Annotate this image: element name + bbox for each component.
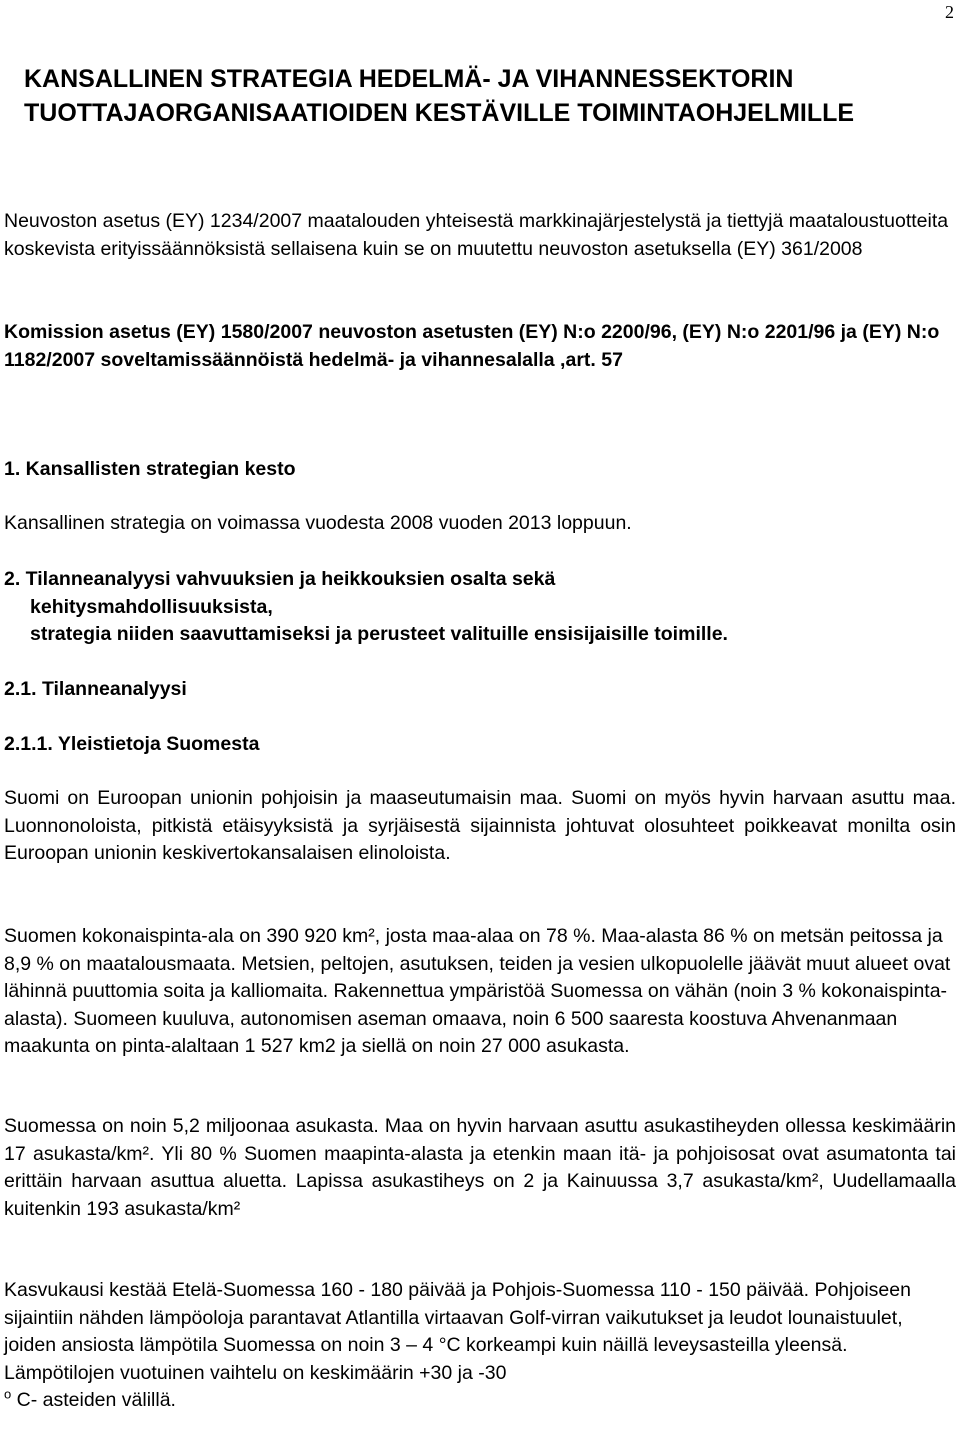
section-2-heading — [4, 566, 956, 649]
subsection-2-1-1-heading: 2.1.1. Yleistietoja Suomesta — [4, 733, 260, 755]
section-1-text: Kansallinen strategia on voimassa vuodesta 2008 vuoden 2013 loppuun. — [4, 512, 632, 534]
regulation-reference-commission: Komission asetus (EY) 1580/2007 neuvoston asetusten (EY) N:o 2200/96, (EY) N:o 2201/96 ja (EY) N:o 1182/2007 soveltamissäännöistä hedelmä- ja vihannesalalla ,art. 57 — [4, 321, 940, 371]
section-2-heading-line-1: 2. Tilanneanalyysi vahvuuksien ja heikkouksien osalta sekä — [4, 568, 556, 590]
section-1-heading: 1. Kansallisten strategian kesto — [4, 458, 296, 480]
paragraph-finland-general: Suomi on Euroopan unionin pohjoisin ja maaseutumaisin maa. Suomi on myös hyvin harvaan asuttu maa. Luonnonoloista, pitkistä etäisyyksistä ja syrjäisestä sijainnista johtuvat olosuhteet poikkeavat monilta osin Euroopan unionin keskivertokansalaisen elinoloista. — [4, 787, 956, 864]
paragraph-population: Suomessa on noin 5,2 miljoonaa asukasta. Maa on hyvin harvaan asuttu asukastiheyden ollessa keskimäärin 17 asukasta/km². Yli 80 % Suomen maapinta-alasta ja etenkin maan itä- ja pohjoisosat ovat asumatonta tai erittäin harvaan asuttua aluetta. Lapissa asukastiheys on 2 ja Kainuussa 3,7 asukasta/km², Uudellamaalla kuitenkin 193 asukasta/km² — [4, 1115, 956, 1220]
document-title: KANSALLINEN STRATEGIA HEDELMÄ- JA VIHANNESSEKTORIN TUOTTAJAORGANISAATIOIDEN KESTÄVILLE TOIMINTAOHJELMILLE — [24, 65, 855, 127]
page-number: 2 — [945, 2, 954, 22]
degree-mark: o — [4, 1386, 12, 1402]
subsection-2-1-heading: 2.1. Tilanneanalyysi — [4, 678, 187, 700]
paragraph-climate-tail: C- asteiden välillä. — [16, 1389, 176, 1411]
section-2-heading-line-3: strategia niiden saavuttamiseksi ja perusteet valituille ensisijaisille toimille. — [30, 623, 728, 645]
paragraph-climate-text: Kasvukausi kestää Etelä-Suomessa 160 - 180 päivää ja Pohjois-Suomessa 110 - 150 päivää. Pohjoiseen sijaintiin nähden lämpöoloja parantavat Atlantilla virtaavan Golf-virran vaikutukset ja leudot lounaistuulet, joiden ansiosta lämpötila Suomessa on noin 3 – 4 °C korkeampi kuin näillä leveysasteilla yleensä. Lämpötilojen vuotuinen vaihtelu on keskimäärin +30 ja -30 — [4, 1279, 911, 1384]
section-2-heading-line-2: kehitysmahdollisuuksista, — [30, 595, 273, 618]
paragraph-land-area: Suomen kokonaispinta-ala on 390 920 km², josta maa-alaa on 78 %. Maa-alasta 86 % on metsän peitossa ja 8,9 % on maatalousmaata. Metsien, peltojen, asutuksen, teiden ja vesien ulkopuolelle jäävät muut alueet ovat lähinnä puuttomia soita ja kalliomaita. Rakennettua ympäristöä Suomessa on vähän (noin 3 % kokonaispinta-alasta). Suomeen kuuluva, autonomisen aseman omaava, noin 6 500 saaresta koostuva Ahvenanmaan maakunta on pinta-alaltaan 1 527 km2 ja siellä on noin 27 000 asukasta. — [4, 925, 951, 1057]
paragraph-climate — [4, 1277, 956, 1415]
regulation-reference-council: Neuvoston asetus (EY) 1234/2007 maatalouden yhteisestä markkinajärjestelystä ja tiettyjä maataloustuotteita koskevista erityissäännöksistä sellaisena kuin se on muutettu neuvoston asetuksella (EY) 361/2008 — [4, 210, 949, 260]
